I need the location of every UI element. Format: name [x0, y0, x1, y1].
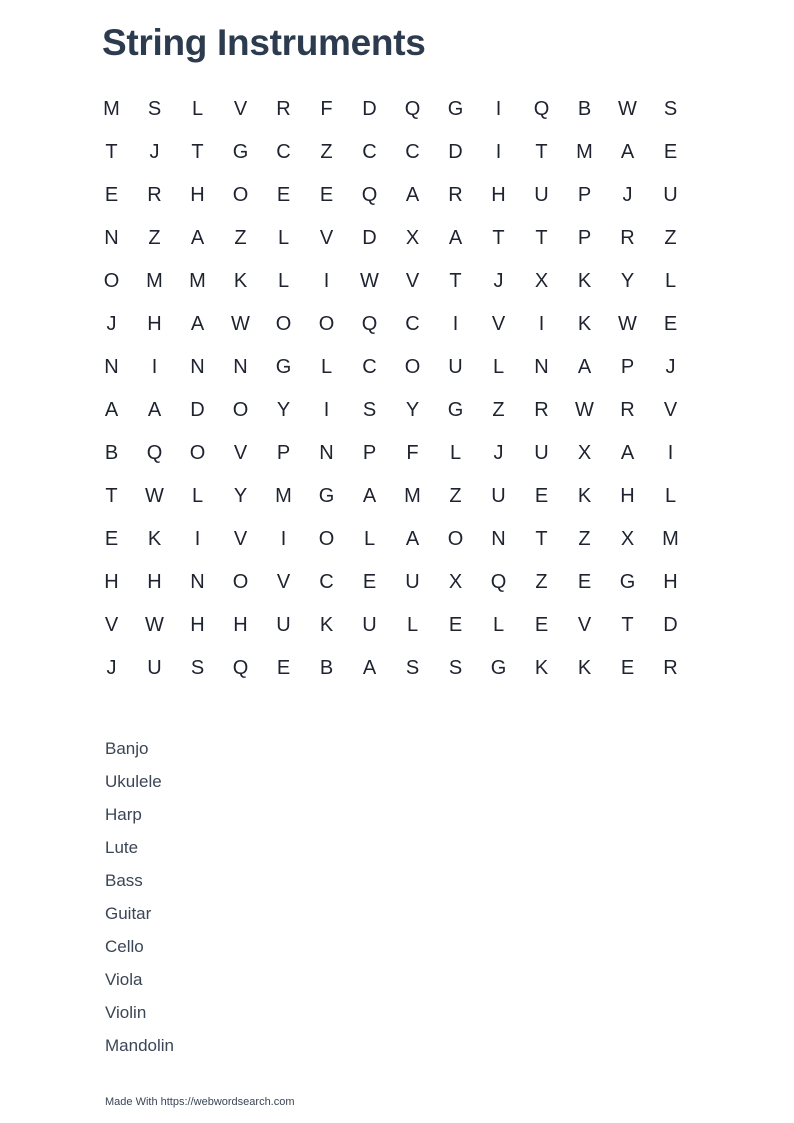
- grid-cell[interactable]: U: [663, 184, 678, 206]
- grid-cell[interactable]: I: [495, 98, 502, 120]
- grid-cell[interactable]: Z: [664, 227, 677, 249]
- grid-cell[interactable]: V: [233, 442, 248, 464]
- grid-cell[interactable]: O: [447, 528, 464, 550]
- grid-cell[interactable]: X: [577, 442, 592, 464]
- grid-cell[interactable]: N: [534, 356, 549, 378]
- grid-cell[interactable]: A: [620, 141, 635, 163]
- grid-cell[interactable]: I: [452, 313, 459, 335]
- grid-cell[interactable]: D: [362, 98, 377, 120]
- grid-cell[interactable]: K: [577, 313, 592, 335]
- grid-cell[interactable]: M: [146, 270, 163, 292]
- grid-cell[interactable]: K: [319, 614, 334, 636]
- grid-cell[interactable]: F: [320, 98, 333, 120]
- grid-cell[interactable]: W: [145, 485, 164, 507]
- grid-cell[interactable]: Q: [361, 184, 378, 206]
- grid-cell[interactable]: Z: [535, 571, 548, 593]
- grid-cell[interactable]: L: [406, 614, 419, 636]
- grid-row: [90, 260, 692, 303]
- grid-cell[interactable]: H: [104, 571, 119, 593]
- word-list-item: Ukulele: [105, 772, 162, 791]
- grid-cell[interactable]: T: [535, 528, 548, 550]
- grid-cell[interactable]: A: [362, 657, 377, 679]
- grid-cell[interactable]: L: [664, 270, 677, 292]
- word-list-item: Cello: [105, 937, 144, 956]
- grid-cell[interactable]: K: [577, 485, 592, 507]
- grid-cell[interactable]: K: [534, 657, 549, 679]
- grid-cell[interactable]: T: [535, 227, 548, 249]
- grid-cell[interactable]: H: [190, 614, 205, 636]
- grid-cell[interactable]: T: [449, 270, 462, 292]
- grid-cell[interactable]: E: [319, 184, 334, 206]
- grid-cell[interactable]: V: [405, 270, 420, 292]
- grid-cell[interactable]: T: [105, 141, 118, 163]
- grid-cell[interactable]: S: [448, 657, 463, 679]
- grid-cell[interactable]: J: [622, 184, 633, 206]
- grid-cell[interactable]: O: [232, 571, 249, 593]
- grid-cell[interactable]: Q: [490, 571, 507, 593]
- grid-cell[interactable]: U: [362, 614, 377, 636]
- grid-cell[interactable]: K: [147, 528, 162, 550]
- grid-cell[interactable]: V: [319, 227, 334, 249]
- grid-cell[interactable]: B: [319, 657, 334, 679]
- grid-cell[interactable]: J: [106, 313, 117, 335]
- grid-cell[interactable]: Q: [361, 313, 378, 335]
- grid-row: [90, 389, 692, 432]
- grid-cell[interactable]: Q: [533, 98, 550, 120]
- grid-row: [90, 561, 692, 604]
- word-list-item: Bass: [105, 871, 143, 890]
- grid-cell[interactable]: V: [233, 98, 248, 120]
- grid-cell[interactable]: J: [149, 141, 160, 163]
- grid-cell[interactable]: D: [448, 141, 463, 163]
- grid-cell[interactable]: A: [577, 356, 592, 378]
- word-list-item: Guitar: [105, 904, 152, 923]
- grid-cell[interactable]: H: [620, 485, 635, 507]
- grid-cell[interactable]: C: [405, 141, 420, 163]
- grid-cell[interactable]: R: [534, 399, 549, 421]
- grid-cell[interactable]: E: [534, 614, 549, 636]
- grid-cell[interactable]: S: [405, 657, 420, 679]
- grid-cell[interactable]: A: [104, 399, 119, 421]
- grid-cell[interactable]: N: [233, 356, 248, 378]
- grid-row: [90, 303, 692, 346]
- grid-row: [90, 647, 692, 690]
- grid-cell[interactable]: X: [448, 571, 463, 593]
- grid-cell[interactable]: K: [577, 657, 592, 679]
- grid-cell[interactable]: S: [190, 657, 205, 679]
- grid-cell[interactable]: O: [232, 399, 249, 421]
- grid-cell[interactable]: H: [663, 571, 678, 593]
- grid-cell[interactable]: N: [104, 356, 119, 378]
- grid-row: [90, 217, 692, 260]
- grid-cell[interactable]: M: [576, 141, 593, 163]
- grid-cell[interactable]: W: [618, 98, 637, 120]
- grid-cell[interactable]: C: [362, 141, 377, 163]
- grid-cell[interactable]: E: [276, 657, 291, 679]
- grid-cell[interactable]: G: [232, 141, 249, 163]
- grid-cell[interactable]: O: [404, 356, 421, 378]
- grid-cell[interactable]: E: [663, 141, 678, 163]
- grid-row: [90, 131, 692, 174]
- grid-cell[interactable]: M: [662, 528, 679, 550]
- grid-cell[interactable]: Z: [578, 528, 591, 550]
- grid-cell[interactable]: T: [535, 141, 548, 163]
- grid-cell[interactable]: E: [577, 571, 592, 593]
- grid-cell[interactable]: W: [231, 313, 250, 335]
- grid-cell[interactable]: S: [147, 98, 162, 120]
- grid-cell[interactable]: P: [577, 184, 592, 206]
- grid-cell[interactable]: I: [495, 141, 502, 163]
- grid-cell[interactable]: P: [362, 442, 377, 464]
- grid-cell[interactable]: D: [362, 227, 377, 249]
- grid-cell[interactable]: X: [405, 227, 420, 249]
- grid-cell[interactable]: L: [492, 356, 505, 378]
- grid-cell[interactable]: G: [318, 485, 335, 507]
- grid-cell[interactable]: L: [277, 227, 290, 249]
- grid-cell[interactable]: L: [363, 528, 376, 550]
- grid-cell[interactable]: V: [491, 313, 506, 335]
- grid-cell[interactable]: B: [577, 98, 592, 120]
- grid-cell[interactable]: E: [276, 184, 291, 206]
- grid-cell[interactable]: R: [276, 98, 291, 120]
- grid-cell[interactable]: L: [492, 614, 505, 636]
- grid-cell[interactable]: Q: [146, 442, 163, 464]
- grid-cell[interactable]: B: [104, 442, 119, 464]
- grid-cell[interactable]: I: [280, 528, 287, 550]
- grid-cell[interactable]: Z: [320, 141, 333, 163]
- grid-cell[interactable]: R: [147, 184, 162, 206]
- grid-cell[interactable]: E: [620, 657, 635, 679]
- grid-cell[interactable]: I: [323, 270, 330, 292]
- grid-cell[interactable]: Z: [449, 485, 462, 507]
- grid-cell[interactable]: E: [663, 313, 678, 335]
- grid-cell[interactable]: P: [620, 356, 635, 378]
- grid-cell[interactable]: M: [189, 270, 206, 292]
- grid-cell[interactable]: W: [360, 270, 379, 292]
- grid-cell[interactable]: G: [275, 356, 292, 378]
- grid-cell[interactable]: U: [405, 571, 420, 593]
- grid-cell[interactable]: L: [191, 485, 204, 507]
- grid-cell[interactable]: Y: [233, 485, 248, 507]
- grid-cell[interactable]: E: [362, 571, 377, 593]
- grid-cell[interactable]: Q: [232, 657, 249, 679]
- grid-cell[interactable]: A: [448, 227, 463, 249]
- grid-cell[interactable]: O: [103, 270, 120, 292]
- grid-cell[interactable]: A: [147, 399, 162, 421]
- grid-cell[interactable]: E: [104, 184, 119, 206]
- grid-cell[interactable]: H: [147, 571, 162, 593]
- grid-cell[interactable]: R: [663, 657, 678, 679]
- grid-cell[interactable]: V: [276, 571, 291, 593]
- grid-cell[interactable]: L: [277, 270, 290, 292]
- grid-cell[interactable]: H: [190, 184, 205, 206]
- grid-cell[interactable]: I: [151, 356, 158, 378]
- grid-cell[interactable]: Y: [405, 399, 420, 421]
- grid-cell[interactable]: U: [491, 485, 506, 507]
- grid-cell[interactable]: S: [663, 98, 678, 120]
- grid-cell[interactable]: E: [534, 485, 549, 507]
- grid-cell[interactable]: G: [490, 657, 507, 679]
- grid-cell[interactable]: V: [663, 399, 678, 421]
- grid-cell[interactable]: A: [190, 313, 205, 335]
- grid-cell[interactable]: X: [620, 528, 635, 550]
- grid-row: [90, 604, 692, 647]
- grid-cell[interactable]: L: [664, 485, 677, 507]
- grid-cell[interactable]: U: [448, 356, 463, 378]
- word-search-grid: [90, 88, 692, 690]
- grid-cell[interactable]: G: [619, 571, 636, 593]
- grid-cell[interactable]: J: [493, 442, 504, 464]
- grid-cell[interactable]: K: [233, 270, 248, 292]
- grid-cell[interactable]: I: [194, 528, 201, 550]
- grid-cell[interactable]: F: [406, 442, 419, 464]
- grid-cell[interactable]: U: [534, 184, 549, 206]
- grid-cell[interactable]: N: [190, 356, 205, 378]
- grid-cell[interactable]: S: [362, 399, 377, 421]
- grid-cell[interactable]: M: [404, 485, 421, 507]
- footer-credit: Made With https://webwordsearch.com: [105, 1096, 295, 1108]
- grid-cell[interactable]: O: [318, 528, 335, 550]
- grid-cell[interactable]: G: [447, 399, 464, 421]
- grid-row: [90, 174, 692, 217]
- grid-cell[interactable]: M: [103, 98, 120, 120]
- grid-cell[interactable]: J: [106, 657, 117, 679]
- grid-cell[interactable]: H: [147, 313, 162, 335]
- grid-cell[interactable]: Z: [492, 399, 505, 421]
- grid-cell[interactable]: A: [362, 485, 377, 507]
- grid-cell[interactable]: W: [618, 313, 637, 335]
- grid-row: [90, 346, 692, 389]
- grid-cell[interactable]: Y: [276, 399, 291, 421]
- grid-row: [90, 518, 692, 561]
- grid-cell[interactable]: W: [575, 399, 594, 421]
- grid-cell[interactable]: T: [105, 485, 118, 507]
- word-list-item: Violin: [105, 1003, 147, 1022]
- grid-cell[interactable]: V: [104, 614, 119, 636]
- grid-cell[interactable]: L: [449, 442, 462, 464]
- grid-cell[interactable]: A: [620, 442, 635, 464]
- word-list-item: Viola: [105, 970, 143, 989]
- grid-cell[interactable]: N: [190, 571, 205, 593]
- grid-cell[interactable]: C: [405, 313, 420, 335]
- grid-row: [90, 88, 692, 131]
- grid-cell[interactable]: A: [190, 227, 205, 249]
- grid-row: [90, 475, 692, 518]
- word-list-item: Mandolin: [105, 1036, 174, 1055]
- grid-cell[interactable]: Z: [148, 227, 161, 249]
- grid-cell[interactable]: E: [104, 528, 119, 550]
- grid-cell[interactable]: J: [665, 356, 676, 378]
- grid-cell[interactable]: L: [320, 356, 333, 378]
- grid-cell[interactable]: Z: [234, 227, 247, 249]
- grid-cell[interactable]: C: [319, 571, 334, 593]
- grid-cell[interactable]: T: [191, 141, 204, 163]
- grid-cell[interactable]: V: [577, 614, 592, 636]
- grid-cell[interactable]: N: [319, 442, 334, 464]
- grid-cell[interactable]: H: [491, 184, 506, 206]
- grid-cell[interactable]: A: [405, 184, 420, 206]
- grid-cell[interactable]: N: [104, 227, 119, 249]
- grid-cell[interactable]: H: [233, 614, 248, 636]
- grid-cell[interactable]: C: [276, 141, 291, 163]
- grid-cell[interactable]: O: [318, 313, 335, 335]
- grid-cell[interactable]: R: [620, 399, 635, 421]
- grid-cell[interactable]: R: [448, 184, 463, 206]
- word-list-item: Banjo: [105, 739, 149, 758]
- grid-cell[interactable]: P: [276, 442, 291, 464]
- grid-cell[interactable]: V: [233, 528, 248, 550]
- grid-cell[interactable]: Q: [404, 98, 421, 120]
- grid-cell[interactable]: A: [405, 528, 420, 550]
- grid-cell[interactable]: T: [492, 227, 505, 249]
- grid-cell[interactable]: W: [145, 614, 164, 636]
- grid-cell[interactable]: U: [276, 614, 291, 636]
- grid-cell[interactable]: D: [663, 614, 678, 636]
- grid-cell[interactable]: I: [323, 399, 330, 421]
- grid-cell[interactable]: K: [577, 270, 592, 292]
- grid-cell[interactable]: C: [362, 356, 377, 378]
- grid-cell[interactable]: M: [275, 485, 292, 507]
- grid-cell[interactable]: Y: [620, 270, 635, 292]
- grid-row: [90, 432, 692, 475]
- grid-cell[interactable]: R: [620, 227, 635, 249]
- grid-cell[interactable]: O: [189, 442, 206, 464]
- grid-cell[interactable]: G: [447, 98, 464, 120]
- grid-cell[interactable]: O: [275, 313, 292, 335]
- grid-cell[interactable]: L: [191, 98, 204, 120]
- grid-cell[interactable]: T: [621, 614, 634, 636]
- grid-cell[interactable]: I: [538, 313, 545, 335]
- word-list: [105, 736, 174, 1066]
- page-title: String Instruments: [102, 22, 426, 63]
- word-list-item: Lute: [105, 838, 139, 857]
- grid-cell[interactable]: U: [147, 657, 162, 679]
- grid-cell[interactable]: O: [232, 184, 249, 206]
- grid-cell[interactable]: P: [577, 227, 592, 249]
- grid-cell[interactable]: N: [491, 528, 506, 550]
- grid-cell[interactable]: I: [667, 442, 674, 464]
- grid-cell[interactable]: X: [534, 270, 549, 292]
- grid-cell[interactable]: E: [448, 614, 463, 636]
- grid-cell[interactable]: D: [190, 399, 205, 421]
- grid-cell[interactable]: J: [493, 270, 504, 292]
- grid-cell[interactable]: U: [534, 442, 549, 464]
- word-list-item: Harp: [105, 805, 142, 824]
